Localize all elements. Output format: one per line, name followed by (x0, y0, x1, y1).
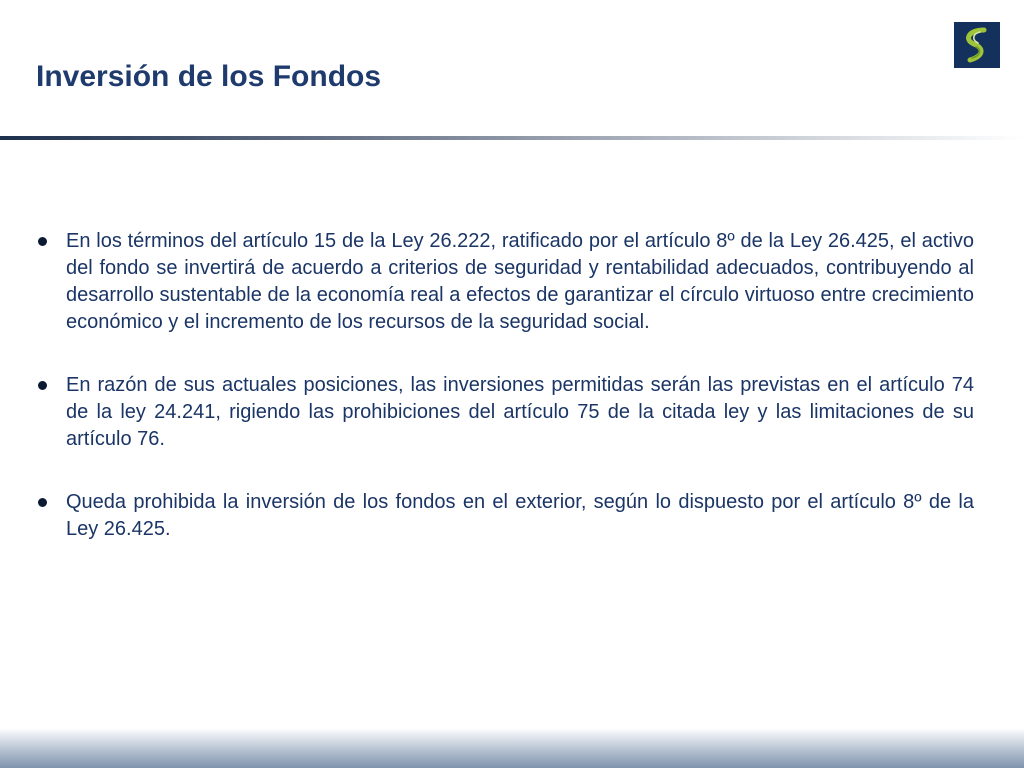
bullet-text: Queda prohibida la inversión de los fondos en el exterior, según lo dispuesto por el artículo 8º de la Ley 26.425. (66, 491, 974, 540)
bullet-text: En razón de sus actuales posiciones, las inversiones permitidas serán las previstas en el artículo 74 de la ley 24.241, rigiendo las prohibiciones del artículo 75 de la citada ley y las limitaciones de su artículo 76. (66, 374, 974, 450)
slide-title: Inversión de los Fondos (36, 60, 382, 93)
bullet-dot-icon (38, 237, 47, 246)
bullet-item (36, 228, 974, 336)
footer-gradient-band (0, 728, 1024, 768)
logo-graphic (954, 22, 1000, 68)
s-swirl-logo-icon (954, 22, 1000, 68)
bullet-dot-icon (38, 498, 47, 507)
bullet-item (36, 489, 974, 543)
bullet-item (36, 372, 974, 453)
title-divider (0, 136, 1024, 140)
bullet-text: En los términos del artículo 15 de la Ley 26.222, ratificado por el artículo 8º de la Ley 26.425, el activo del fondo se invertirá de acuerdo a criterios de seguridad y rentabilidad adecuados, contribuyendo al desarrollo sustentable de la economía real a efectos de garantizar el círculo virtuoso entre crecimiento económico y el incremento de los recursos de la seguridad social. (66, 230, 974, 333)
bullet-dot-icon (38, 381, 47, 390)
bullet-list (36, 228, 974, 579)
